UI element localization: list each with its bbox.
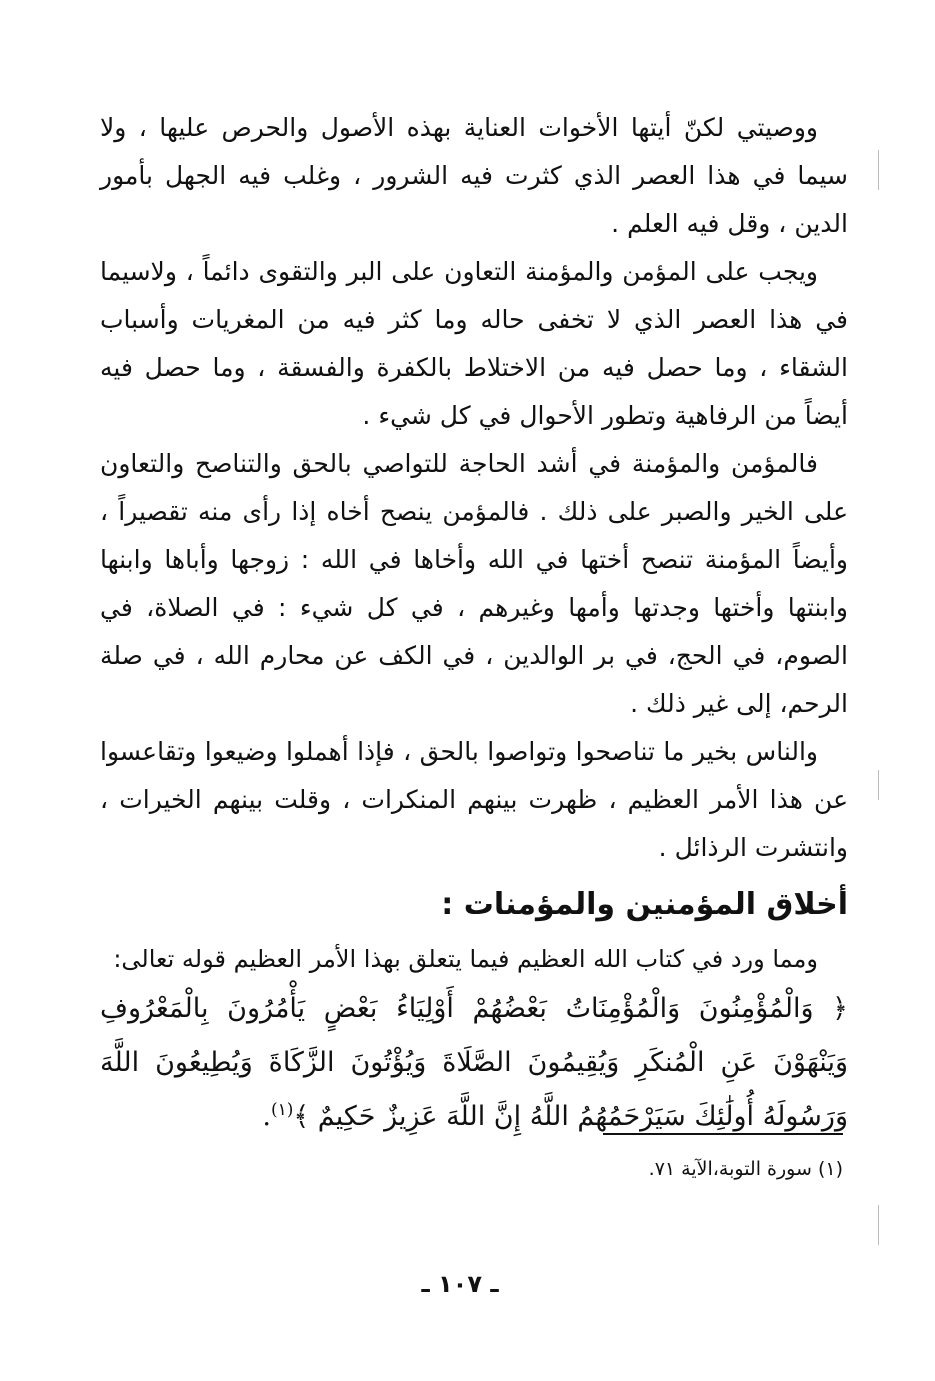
footnote-reference: (١) xyxy=(270,1100,294,1120)
paragraph-mutual-advice: فالمؤمن والمؤمنة في أشد الحاجة للتواصي بالحق والتناصح والتعاون على الخير والصبر على ذلك . فالمؤمن ينصح أخاه إذا رأى منه تقصيراً ، وأيضاً المؤمنة تنصح أختها في الله وأخاها في الله : زوجها وأباها وابنها وابنتها وأختها وجدتها وأمها وغيرهم ، في كل شيء : في الصلاة، في الصوم، في الحج، في بر الوالدين ، في الكف عن محارم الله ، في صلة الرحم، إلى غير ذلك . xyxy=(100,449,848,718)
paragraph-cooperation: ويجب على المؤمن والمؤمنة التعاون على البر والتقوى دائماً ، ولاسيما في هذا العصر الذي لا تخفى حاله وما كثر فيه من المغريات وأسباب الشقاء ، وما حصل فيه من الاختلاط بالكفرة والفسقة ، وما حصل فيه أيضاً من الرفاهية وتطور الأحوال في كل شيء . xyxy=(100,257,848,430)
paragraph-advice: ووصيتي لكنّ أيتها الأخوات العناية بهذه الأصول والحرص عليها ، ولا سيما في هذا العصر الذي كثرت فيه الشرور ، وغلب فيه الجهل بأمور الدين ، وقل فيه العلم . xyxy=(100,113,848,238)
page-number: ـ ١٠٧ ـ xyxy=(421,1270,499,1298)
verse-end-mark: . xyxy=(262,1101,271,1132)
footnote: (١) سورة التوبة،الآية ٧١. xyxy=(648,1158,843,1180)
quran-verse xyxy=(100,982,848,1144)
footnote-separator xyxy=(603,1133,843,1135)
margin-mark xyxy=(878,150,879,190)
verse-intro: ومما ورد في كتاب الله العظيم فيما يتعلق بهذا الأمر العظيم قوله تعالى: xyxy=(113,945,818,973)
margin-mark xyxy=(878,770,879,800)
page-body xyxy=(100,104,848,1144)
paragraph-people: والناس بخير ما تناصحوا وتواصوا بالحق ، فإذا أهملوا وضيعوا وتقاعسوا عن هذا الأمر العظيم ، ظهرت بينهم المنكرات ، وقلت بينهم الخيرات ، وانتشرت الرذائل . xyxy=(100,737,848,862)
margin-mark xyxy=(878,1205,879,1245)
quran-verse-text: ﴿ وَالْمُؤْمِنُونَ وَالْمُؤْمِنَاتُ بَعْضُهُمْ أَوْلِيَاءُ بَعْضٍ يَأْمُرُونَ بِالْمَعْرُوفِ وَيَنْهَوْنَ عَنِ الْمُنكَرِ وَيُقِيمُونَ الصَّلَاةَ وَيُؤْتُونَ الزَّكَاةَ وَيُطِيعُونَ اللَّهَ وَرَسُولَهُ أُولَٰئِكَ سَيَرْحَمُهُمُ اللَّهُ إِنَّ اللَّهَ عَزِيزٌ حَكِيمٌ ﴾ xyxy=(100,993,848,1132)
section-heading: أخلاق المؤمنين والمؤمنات : xyxy=(441,887,848,922)
